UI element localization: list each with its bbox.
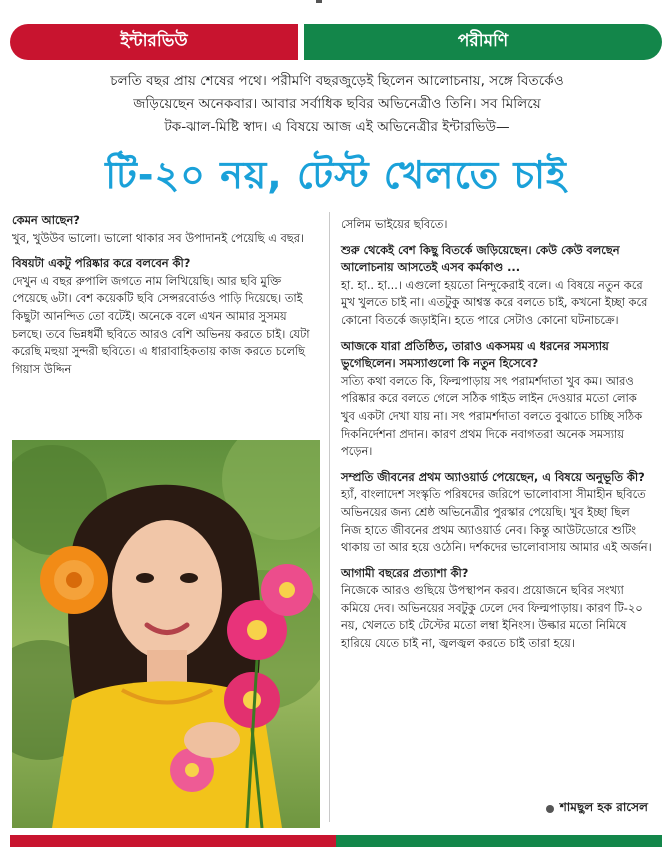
bottom-color-bar bbox=[10, 835, 662, 847]
answer: দেখুন এ বছর রুপালি জগতে নাম লিখিয়েছি। আর ছবি মুক্তি পেয়েছে ৬টা। বেশ কয়েকটি ছবি সেন্সরবোর্ডও পাড়ি দিয়েছে। তাই কিছুটা আনন্দিত তো বটেই। অনেকে বলে এখন আমার সুসময় চলছে। তবে ভিন্নধর্মী ছবিতে আরও বেশি অভিনয় করতে চাই। যেটা করেছি মহুয়া সুন্দরী ছবিতে। এ ধারাবাহিকতায় কাজ করতে চলেছি গিয়াস উদ্দিন bbox=[12, 273, 310, 376]
answer: নিজেকে আরও গুছিয়ে উপস্থাপন করব। প্রয়োজনে ছবির সংখ্যা কমিয়ে দেব। অভিনয়ের সবটুকু ঢেলে দেব ফিল্মপাড়ায়। কারণ টি-২০ নয়, খেলতে চাই টেস্টের মতো লম্বা ইনিংস। উল্কার মতো নিমিষে হারিয়ে যেতে চাই না, জ্বলজ্বল করতে চাই তারা হয়ে। bbox=[341, 583, 643, 651]
answer: হ্যাঁ, বাংলাদেশ সংস্কৃতি পরিষদের জরিপে ভালোবাসা সীমাহীন ছবিতে অভিনয়ের জন্য শ্রেষ্ঠ অভিনেত্রীর পুরস্কার পেয়েছি। খুব ইচ্ছা ছিল নিজ হাতে জীবনের প্রথম অ্যাওয়ার্ড নেব। কিন্তু আউটডোরে শুটিং থাকায় তা আর হয়ে ওঠেনি। দর্শকদের ভালোবাসায় আমার এই অর্জন। bbox=[341, 487, 652, 555]
bullet-icon bbox=[546, 805, 554, 813]
intro-paragraph bbox=[24, 70, 650, 139]
section-banner bbox=[10, 24, 298, 60]
section-label: ইন্টারভিউ bbox=[120, 31, 188, 51]
headline: টি-২০ নয়, টেস্ট খেলতে চাই bbox=[105, 153, 567, 197]
answer: হা. হা.. হা...। এগুলো হয়তো নিন্দুকেরাই বলে। এ বিষয়ে নতুন করে মুখ খুলতে চাই না। এতটুকু আশ্বস্ত করে বলতে চাই, কখনো ইচ্ছা করে কোনো বিতর্কে জড়াইনি। হতে পারে সেটাও কোনো ঘটনাচক্রে। bbox=[341, 277, 648, 327]
question: বিষয়টা একটু পরিষ্কার করে বলবেন কী? bbox=[12, 256, 191, 271]
subject-banner bbox=[304, 24, 662, 60]
question: শুরু থেকেই বেশ কিছু বিতর্কে জড়িয়েছেন। কেউ কেউ বলছেন আলোচনায় আসতেই এসব কর্মকাণ্ড ... bbox=[341, 242, 620, 275]
intro-line: চলতি বছর প্রায় শেষের পথে। পরীমণি বছরজুড়েই ছিলেন আলোচনায়, সঙ্গে বিতর্কেও bbox=[110, 73, 564, 89]
left-column bbox=[12, 212, 317, 386]
question: কেমন আছেন? bbox=[12, 213, 80, 227]
question: সম্প্রতি জীবনের প্রথম অ্যাওয়ার্ড পেয়েছেন, এ বিষয়ে অনুভূতি কী? bbox=[341, 469, 645, 484]
answer-continuation: সেলিম ভাইয়ের ছবিতে। bbox=[341, 217, 448, 231]
top-edge-mark bbox=[316, 0, 322, 3]
answer: সত্যি কথা বলতে কি, ফিল্মপাড়ায় সৎ পরামর্শদাতা খুব কম। আরও পরিষ্কার করে বলতে গেলে সঠিক গাইড লাইন দেওয়ার মতো লোক খুব একটা দেখা যায় না। সৎ পরামর্শদাতা বলতে বুঝাতে চাচ্ছি সঠিক দিকনির্দেশনা প্রদান। কারণ প্রথম দিকে নবাগতরা অনেক সমস্যায় পড়েন। bbox=[341, 373, 643, 459]
column-divider bbox=[329, 212, 330, 822]
question: আজকে যারা প্রতিষ্ঠিত, তারাও একসময় এ ধরনের সমস্যায় ভুগেছিলেন। সমস্যাগুলো কি নতুন হিসেবে? bbox=[341, 338, 609, 371]
answer: খুব, খুউউব ভালো। ভালো থাকার সব উপাদানই পেয়েছি এ বছর। bbox=[12, 230, 305, 245]
bottom-bar-red bbox=[10, 835, 336, 847]
portrait-photo bbox=[12, 440, 320, 828]
bottom-bar-green bbox=[336, 835, 662, 847]
byline bbox=[546, 799, 648, 819]
intro-line: টক-ঝাল-মিষ্টি স্বাদ। এ বিষয়ে আজ এই অভিনেত্রীর ইন্টারভিউ— bbox=[164, 119, 510, 135]
author-name: শামছুল হক রাসেল bbox=[559, 800, 648, 814]
right-column bbox=[341, 216, 653, 659]
intro-line: জড়িয়েছেন অনেকবার। আবার সর্বাধিক ছবির অভিনেত্রীও তিনি। সব মিলিয়ে bbox=[133, 96, 541, 112]
subject-label: পরীমণি bbox=[457, 31, 509, 51]
question: আগামী বছরের প্রত্যাশা কী? bbox=[341, 565, 469, 580]
